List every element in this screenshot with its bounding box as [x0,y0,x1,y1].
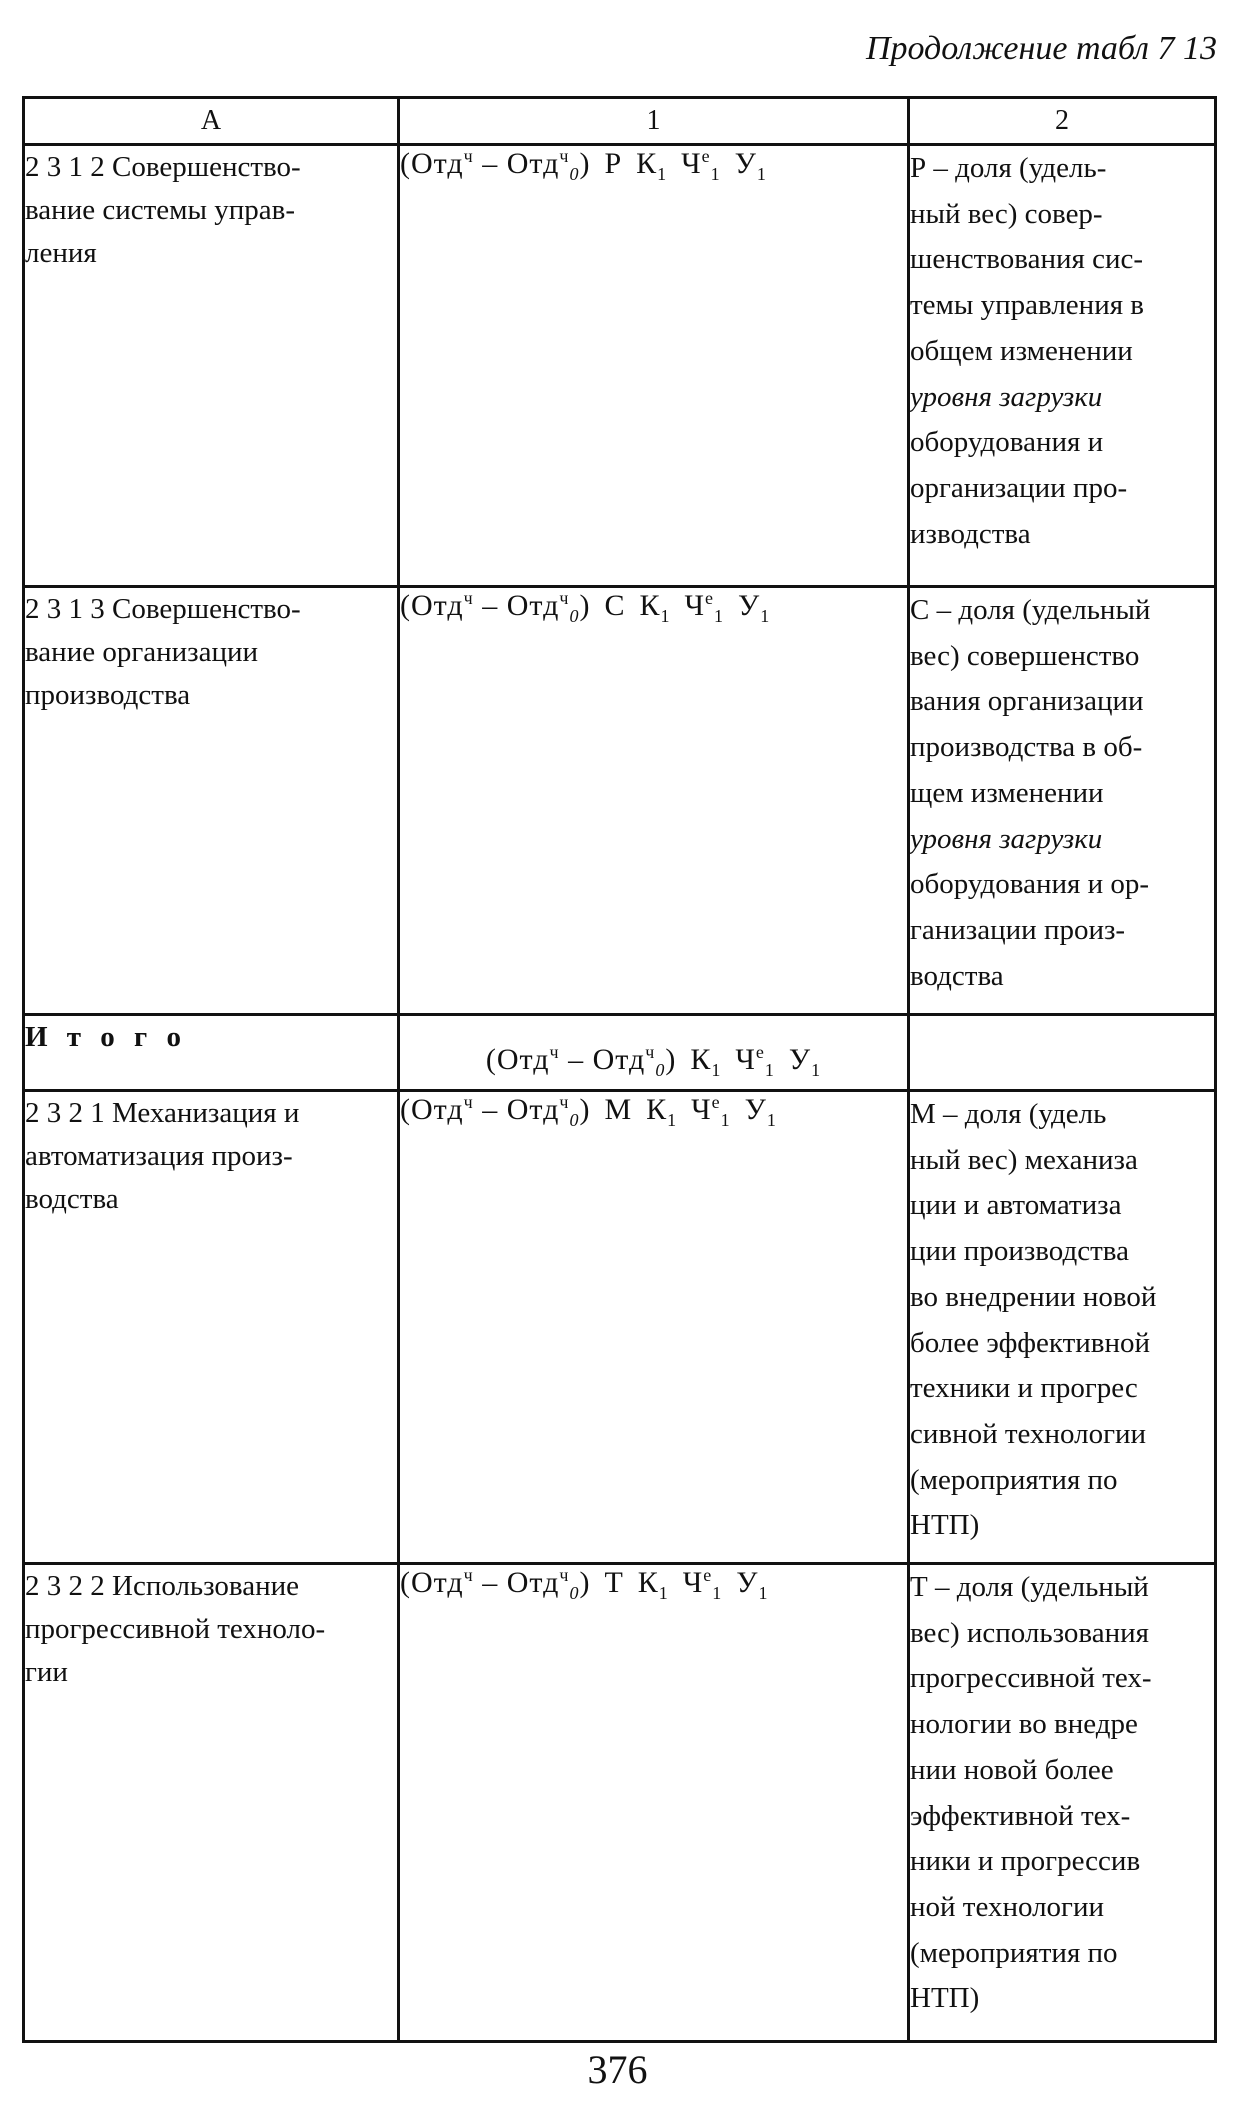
comment-line: ной технологии [910,1890,1104,1923]
comment-line: производства в об- [910,731,1143,764]
comment-line: эффективной тех- [910,1799,1131,1832]
formula-sub: 0 [569,1583,580,1603]
comment-line: нии новой более [910,1753,1114,1786]
row-section-name [24,587,399,1015]
formula-otd: Отд [411,1566,464,1599]
comment-line: темы управления в [910,289,1144,322]
section-name-line: вание системы управ- [25,194,295,226]
formula-otd: Отд [506,589,560,622]
formula-k: К [636,147,658,180]
header-col-2: 2 [909,98,1216,145]
formula-otd: Отд [411,1093,464,1126]
formula-sup: ч [463,146,474,166]
comment-line: (мероприятия по [910,1936,1118,1969]
formula-otd: Отд [411,147,464,180]
section-name-line: прогрессивной техноло- [25,1613,326,1645]
formula-sub: 0 [569,1110,580,1130]
formula-sub: 1 [758,1583,769,1603]
formula-minus: – [482,147,499,180]
formula-sup: ч [549,1042,560,1062]
comment-line: вания организации [910,685,1144,718]
comment-line: уровня загрузки [910,822,1103,855]
comment-line: изводства [910,517,1031,550]
formula-u: У [788,1043,812,1076]
section-name-line: водства [25,1183,119,1215]
formula-sup: ч [559,588,570,608]
row-formula [399,1091,909,1564]
comment-line: Р – доля (удель- [910,152,1107,184]
section-name-line: ления [25,237,97,269]
formula-coefficient: С [604,589,626,622]
formula-sub: 1 [713,606,724,626]
comment-line: более эффективной [910,1326,1151,1359]
formula-otd: Отд [506,1093,560,1126]
row-section-name [24,145,399,587]
formula-sub: 0 [569,606,580,626]
formula-coefficient: Р [604,147,623,180]
formula-expression: (Отд$^ч$ – Отд$^ч_0$) Р $К_1$ $Ч^е_1$ $У_1$ [400,146,767,184]
formula-ch: Ч [682,1566,704,1599]
formula-sup: ч [559,1092,570,1112]
comment-line: Т – доля (удельный [910,1571,1149,1603]
section-name-line: И т о г о [25,1021,187,1053]
formula-otd: Отд [592,1043,646,1076]
formula-k: К [690,1043,712,1076]
section-name-line: 2 3 2 1 Механизация и [25,1097,300,1129]
formula-sub: 1 [657,164,668,184]
table-row [24,1015,1216,1091]
comment-line: ганизации произ- [910,913,1126,946]
section-name-line: 2 3 1 3 Совершенство- [25,593,301,625]
row-comment [909,1564,1216,2042]
formula-sub: 1 [667,1110,678,1130]
data-table [22,96,1217,2043]
formula-sup: ч [463,588,474,608]
comment-line: (мероприятия по [910,1463,1118,1496]
formula-sup: ч [463,1565,474,1585]
formula-u: У [736,1566,759,1599]
comment-line: ции и автоматиза [910,1189,1122,1222]
formula-sup: ч [559,1565,570,1585]
page-number: 376 [587,2047,648,2092]
formula-expression: (Отд$^ч$ – Отд$^ч_0$) $К_1$ $Ч^е_1$ $У_1$ [485,1042,822,1080]
formula-k: К [637,1566,659,1599]
formula-minus: – [568,1043,585,1076]
formula-sub: 1 [711,1060,722,1080]
formula-sub: 1 [764,1060,775,1080]
formula-expression: (Отд$^ч$ – Отд$^ч_0$) С $К_1$ $Ч^е_1$ $У_1$ [400,588,771,626]
formula-sub: 1 [660,606,671,626]
comment-line: ники и прогрессив [910,1845,1141,1878]
formula-otd: Отд [506,147,560,180]
formula-ch: Ч [691,1093,712,1126]
comment-line: НТП) [910,1982,980,2015]
formula-k: К [646,1093,668,1126]
formula-sup: е [755,1042,765,1062]
formula-sup: е [701,146,711,166]
table-row [24,145,1216,587]
formula-sub: 0 [569,164,580,184]
row-formula [399,145,909,587]
row-formula [399,587,909,1015]
formula-expression: (Отд$^ч$ – Отд$^ч_0$) Т $К_1$ $Ч^е_1$ $У_1$ [400,1565,769,1603]
table-continuation-caption: Продолжение табл 7 13 [865,30,1217,67]
formula-coefficient: М [604,1093,633,1126]
formula-sub: 1 [811,1060,822,1080]
header-col-a: А [24,98,399,145]
comment-line: общем изменении [910,334,1133,367]
header-col-1: 1 [399,98,909,145]
comment-line: техники и прогрес [910,1372,1138,1405]
comment-line: вес) использования [910,1616,1149,1649]
table-row [24,587,1216,1015]
row-comment [909,1015,1216,1091]
row-formula [399,1564,909,2042]
comment-line: уровня загрузки [910,380,1103,413]
comment-line: вес) совершенство [910,639,1140,672]
section-name-line: 2 3 1 2 Совершенство- [25,151,301,183]
formula-u: У [737,589,761,622]
row-comment [909,145,1216,587]
formula-sup: ч [559,146,570,166]
formula-expression: (Отд$^ч$ – Отд$^ч_0$) М $К_1$ $Ч^е_1$ $У_1$ [400,1092,777,1130]
section-name-line: автоматизация произ- [25,1140,293,1172]
section-name-line: вание организации [25,636,259,668]
formula-sub: 1 [658,1583,669,1603]
formula-ch: Ч [735,1043,756,1076]
row-section-name [24,1015,399,1091]
formula-sup: е [703,1565,713,1585]
comment-line: нологии во внедре [910,1708,1138,1741]
formula-u: У [744,1093,767,1126]
formula-coefficient: Т [604,1566,624,1599]
formula-sub: 1 [760,606,771,626]
formula-minus: – [482,589,499,622]
comment-line: водства [910,959,1004,992]
comment-line: организации про- [910,471,1128,504]
comment-line: сивной технологии [910,1417,1147,1450]
formula-sub: 1 [720,1110,731,1130]
row-comment [909,587,1216,1015]
formula-sub: 1 [756,164,767,184]
formula-minus: – [482,1093,499,1126]
section-name-line: производства [25,679,191,711]
table-row [24,1564,1216,2042]
row-formula [399,1015,909,1091]
comment-line: оборудования и [910,426,1104,459]
comment-line: шенствования сис- [910,243,1143,276]
comment-line: С – доля (удельный [910,594,1151,626]
comment-line: щем изменении [910,776,1104,809]
table-header-row [24,98,1216,145]
formula-sub: 0 [655,1060,666,1080]
formula-u: У [734,147,757,180]
comment-line: прогрессивной тех- [910,1662,1152,1695]
formula-sup: е [704,588,714,608]
comment-line: ции производства [910,1235,1129,1268]
formula-ch: Ч [681,147,702,180]
formula-minus: – [482,1566,499,1599]
formula-sub: 1 [712,1583,723,1603]
formula-k: К [639,589,661,622]
section-name-line: 2 3 2 2 Использование [25,1570,300,1602]
formula-otd: Отд [411,589,464,622]
comment-line: оборудования и ор- [910,868,1150,901]
formula-sub: 1 [710,164,721,184]
comment-line: НТП) [910,1509,980,1542]
formula-ch: Ч [684,589,705,622]
comment-line: М – доля (удель [910,1098,1107,1130]
formula-otd: Отд [506,1566,560,1599]
row-comment [909,1091,1216,1564]
table-row [24,1091,1216,1564]
formula-sup: ч [645,1042,656,1062]
comment-line: во внедрении новой [910,1280,1157,1313]
formula-sup: е [711,1092,721,1112]
row-section-name [24,1564,399,2042]
comment-line: ный вес) механиза [910,1143,1138,1176]
formula-otd: Отд [496,1043,550,1076]
formula-sub: 1 [766,1110,777,1130]
section-name-line: гии [25,1656,68,1688]
comment-line: ный вес) совер- [910,197,1103,230]
formula-sup: ч [463,1092,474,1112]
row-section-name [24,1091,399,1564]
